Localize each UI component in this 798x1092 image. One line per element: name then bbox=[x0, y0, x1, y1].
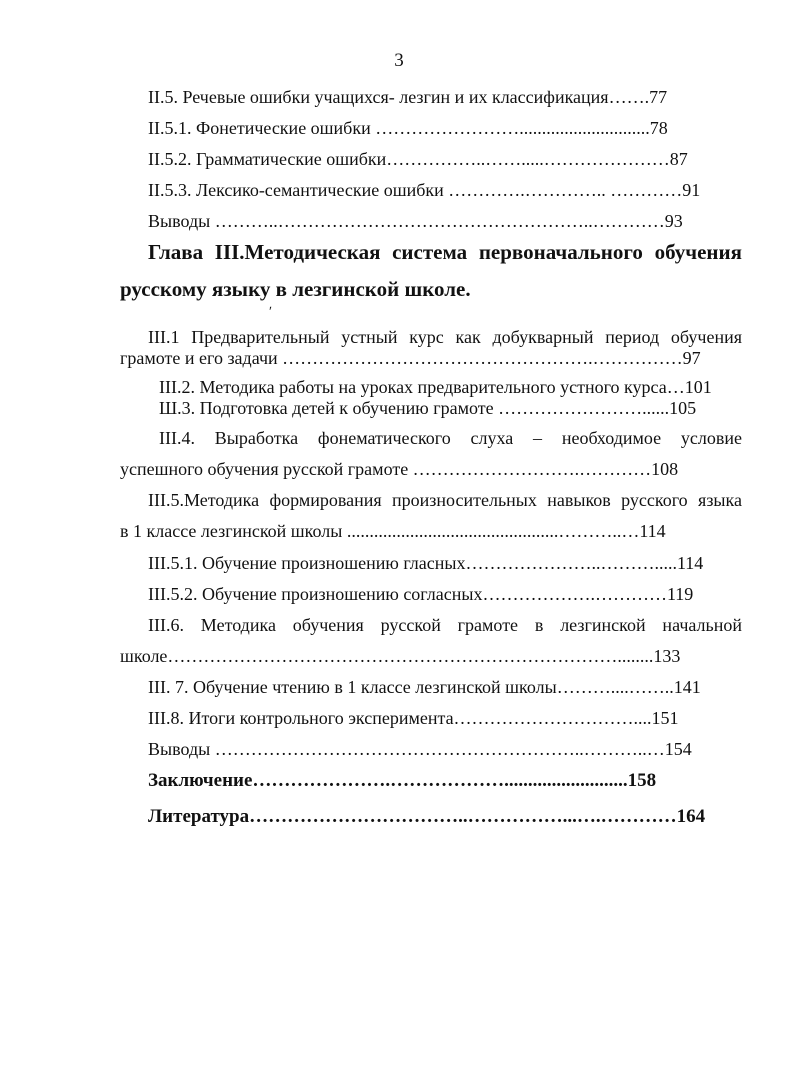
toc-entry-2-5-1: II.5.1. Фонетические ошибки …………………….............................78 bbox=[148, 118, 668, 138]
chapter-heading-line1: Глава III.Методическая система первоначального обучения bbox=[148, 240, 742, 264]
toc-entry-3-3: Ш.3. Подготовка детей к обучению грамоте ……………………......105 bbox=[159, 398, 697, 418]
toc-entry-3-6-line2: школе…………………………………………………………………........133 bbox=[120, 646, 681, 666]
toc-entry-3-5-line2: в 1 классе лезгинской школы ...............................................………..…114 bbox=[120, 521, 666, 541]
toc-entry-3-5-1: III.5.1. Обучение произношению гласных…………………..……….....114 bbox=[148, 553, 704, 573]
toc-entry-literature: Литература……………………………..……………...….…………164 bbox=[148, 806, 706, 827]
toc-entry-2-5: II.5. Речевые ошибки учащихся- лезгин и их классификация…….77 bbox=[148, 87, 668, 107]
toc-entry-3-2: III.2. Методика работы на уроках предварительного устного курса…101 bbox=[159, 377, 712, 397]
toc-entry-3-4-line2: успешного обучения русской грамоте ……………………….…………108 bbox=[120, 459, 679, 479]
toc-entry-3-4-line1: III.4. Выработка фонематического слуха – необходимое условие bbox=[159, 428, 742, 448]
stray-mark: ʹ bbox=[269, 305, 273, 320]
toc-entry-2-5-3: II.5.3. Лексико-семантические ошибки ………….………….. …………91 bbox=[148, 180, 701, 200]
toc-entry-conclusions-2: Выводы ………..……………………………………………..…………93 bbox=[148, 211, 683, 231]
page-number: 3 bbox=[394, 50, 404, 71]
toc-entry-conclusion: Заключение………………….………………..........................158 bbox=[148, 770, 657, 791]
toc-entry-3-7: III. 7. Обучение чтению в 1 классе лезгинской школы………....……..141 bbox=[148, 677, 701, 697]
chapter-heading-line2: русскому языку в лезгинской школе. bbox=[120, 277, 471, 301]
toc-entry-3-5-2: III.5.2. Обучение произношению согласных……………….…………119 bbox=[148, 584, 694, 604]
toc-entry-3-5-line1: III.5.Методика формирования произносительных навыков русского языка bbox=[148, 490, 742, 510]
toc-entry-conclusions-3: Выводы ……………………………………………………..………..…154 bbox=[148, 739, 692, 759]
toc-entry-3-8: III.8. Итоги контрольного эксперимента…………………………....151 bbox=[148, 708, 679, 728]
toc-entry-2-5-2: II.5.2. Грамматические ошибки……………..…….....…………………87 bbox=[148, 149, 688, 169]
toc-entry-3-1-line2: грамоте и его задачи …………………………………………….……………97 bbox=[120, 348, 701, 368]
toc-entry-3-1-line1: III.1 Предварительный устный курс как добукварный период обучения bbox=[148, 327, 742, 347]
toc-entry-3-6-line1: III.6. Методика обучения русской грамоте в лезгинской начальной bbox=[148, 615, 742, 635]
